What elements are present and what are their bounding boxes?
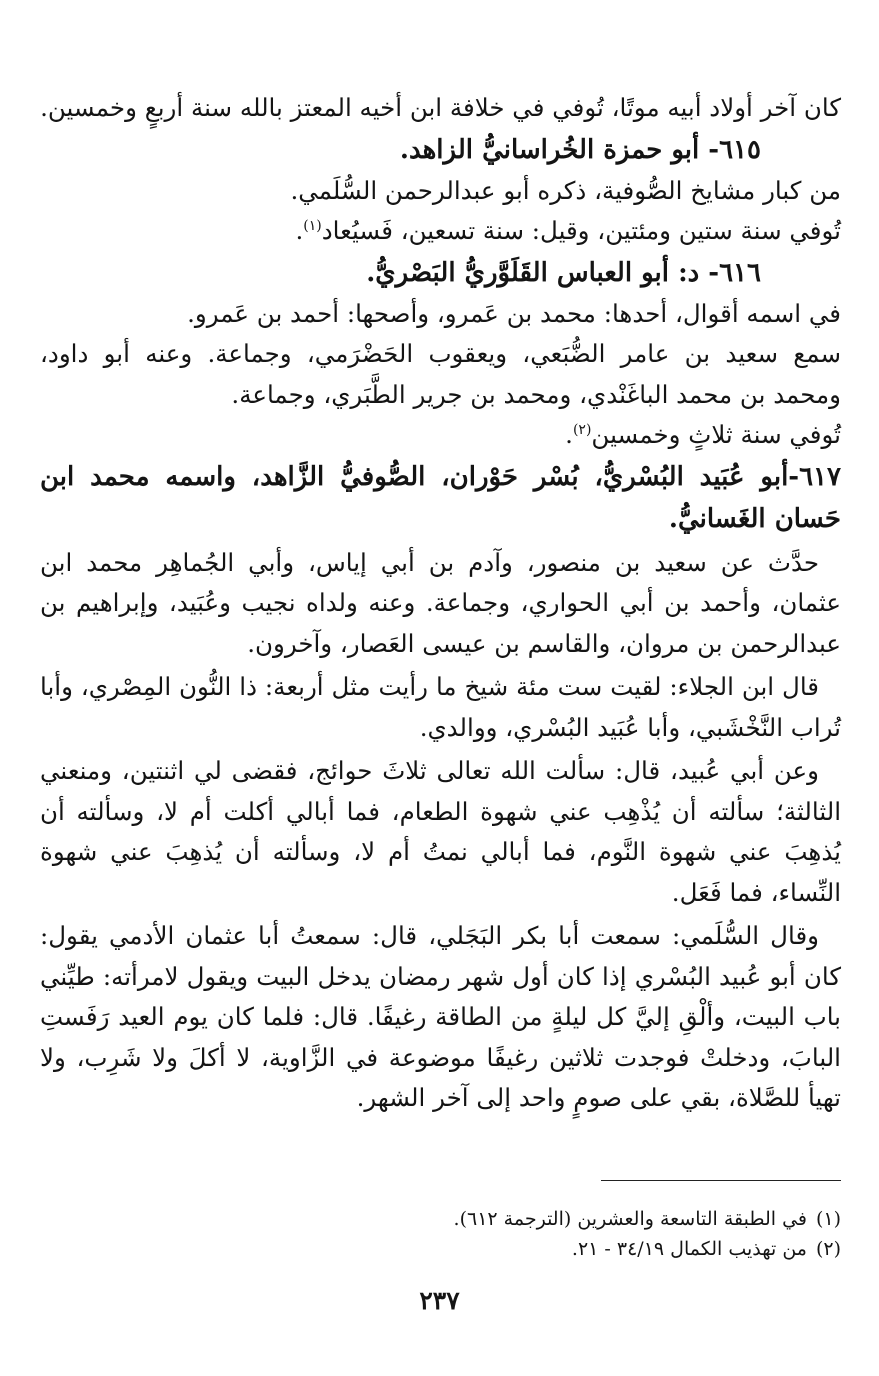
footnote-separator	[601, 1180, 841, 1181]
paragraph: من كبار مشايخ الصُّوفية، ذكره أبو عبدالرحمن السُّلَمي.	[290, 175, 841, 205]
paragraph: وقال السُّلَمي: سمعت أبا بكر البَجَلي، قال: سمعتُ أبا عثمان الأدمي يقول: كان أبو عُبيد البُسْري إذا كان أول شهر رمضان يدخل البيت ويقول لامرأته: طيِّني باب البيت، وألْقِ إليَّ كل ليلةٍ من الطاقة رغيفًا. قال: فلما كان يوم العيد رَفَستِ البابَ، ودخلتْ فوجدت ثلاثين رغيفًا موضوعة في الزَّاوية، لا أكلَ ولا شَرِب، ولا تهيأ للصَّلاة، بقي على صومٍ واحد إلى آخر الشهر.	[40, 921, 841, 1112]
main-text	[40, 88, 841, 1119]
entry-heading-616: ٦١٦- د: أبو العباس القَلَوَّريُّ البَصْريُّ.	[366, 257, 761, 288]
footnotes	[40, 1204, 841, 1264]
footnote-ref-2: (٢)	[572, 421, 592, 438]
footnote-text: في الطبقة التاسعة والعشرين (الترجمة ٦١٢).	[453, 1208, 807, 1230]
paragraph: وعن أبي عُبيد، قال: سألت الله تعالى ثلاثَ حوائج، فقضى لي اثنتين، ومنعني الثالثة؛ سألته أن يُذْهِب عني شهوة الطعام، فما أبالي أكلت أم لا، وسألته أن يُذهِبَ عني شهوة النَّوم، فما أبالي نمتُ أم لا، وسألته أن يُذهِبَ عني شهوة النِّساء، فما فَعَل.	[40, 756, 841, 907]
entry-heading-617: ٦١٧-أبو عُبَيد البُسْريُّ، بُسْر حَوْران، الصُّوفيُّ الزَّاهد، واسمه محمد ابن حَسان الغَسانيُّ.	[40, 461, 841, 534]
paragraph: سمع سعيد بن عامر الضُّبَعي، ويعقوب الحَضْرَمي، وجماعة. وعنه أبو داود، ومحمد بن محمد الباغَنْدي، ومحمد بن جرير الطَّبَري، وجماعة.	[40, 339, 841, 409]
paragraph: قال ابن الجلاء: لقيت ست مئة شيخ ما رأيت مثل أربعة: ذا النُّون المِصْري، وأبا تُراب النَّخْشَبي، وأبا عُبَيد البُسْري، ووالدي.	[40, 672, 841, 742]
paragraph	[40, 415, 841, 456]
text-run: تُوفي سنة ثلاثٍ وخمسين	[591, 420, 841, 449]
paragraph: في اسمه أقوال، أحدها: محمد بن عَمرو، وأصحها: أحمد بن عَمرو.	[187, 298, 841, 328]
footnote-text: من تهذيب الكمال ٣٤/١٩ - ٢١.	[571, 1238, 807, 1260]
paragraph-continuation: كان آخر أولاد أبيه موتًا، تُوفي في خلافة ابن أخيه المعتز بالله سنة أربعٍ وخمسين.	[40, 93, 841, 122]
footnote-ref-1: (١)	[303, 217, 322, 234]
text-run: .	[565, 420, 573, 449]
footnote-2	[40, 1234, 841, 1264]
text-run: تُوفي سنة ستين ومئتين، وقيل: سنة تسعين، فَسيُعاد	[321, 216, 841, 245]
text-run: .	[295, 216, 304, 245]
footnote-number: (١)	[815, 1208, 841, 1230]
footnote-number: (٢)	[815, 1238, 841, 1260]
paragraph	[40, 211, 841, 252]
footnote-1	[40, 1204, 841, 1234]
paragraph: حدَّث عن سعيد بن منصور، وآدم بن أبي إياس، وأبي الجُماهِر محمد ابن عثمان، وأحمد بن أبي الحواري، وجماعة. وعنه ولداه نجيب وعُبَيد، وإبراهيم بن عبدالرحمن بن مروان، والقاسم بن عيسى العَصار، وآخرون.	[40, 547, 841, 658]
page-number: ٢٣٧	[419, 1286, 460, 1315]
entry-heading-615: ٦١٥- أبو حمزة الخُراسانيُّ الزاهد.	[399, 134, 761, 165]
